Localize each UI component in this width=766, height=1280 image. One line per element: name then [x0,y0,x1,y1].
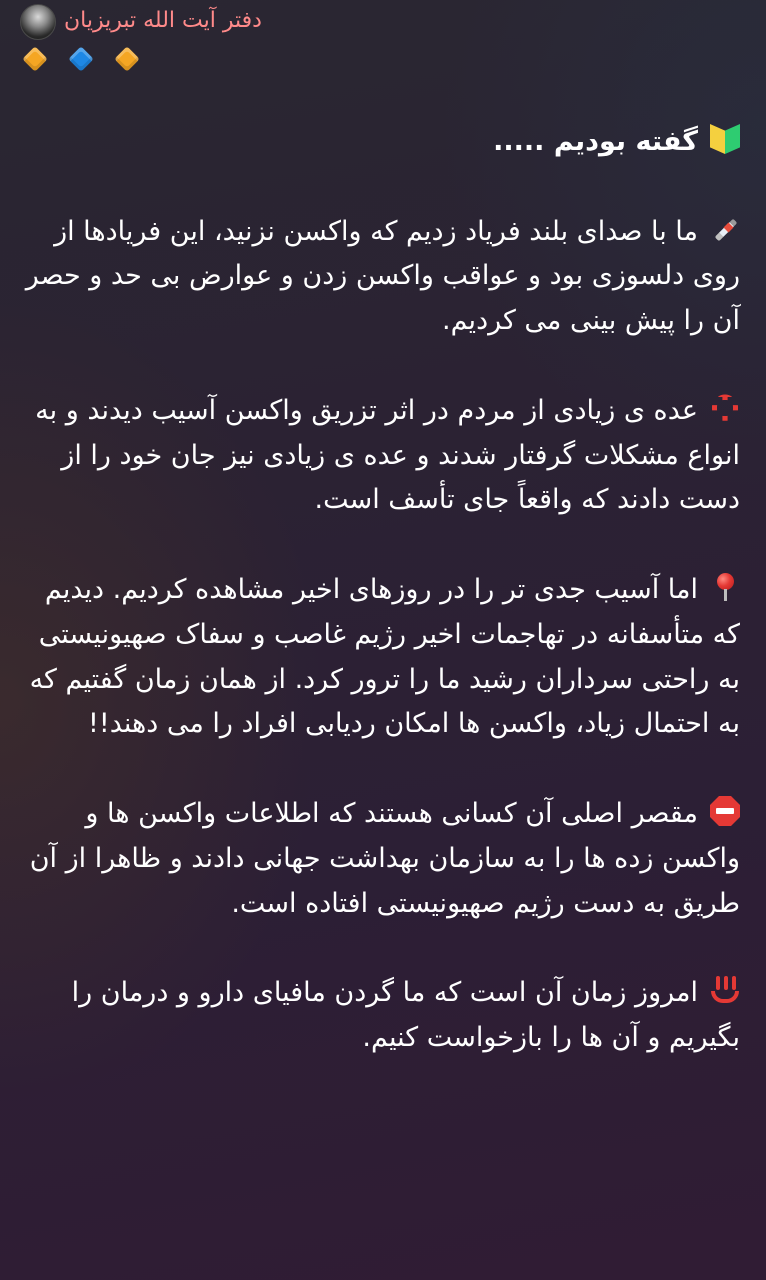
orange-diamond-icon [22,46,47,71]
post-paragraph [24,389,740,523]
paragraph-text: عده ی زیادی از مردم در اثر تزریق واکسن آسیب دیدند و به انواع مشکلات گرفتار شدند و عده ی زیادی نیز جان خود را از دست دادند که واقعاً جای تأسف است. [35,394,740,516]
pushpin-icon [710,572,740,602]
beginner-icon [710,124,740,154]
post-title-line [24,120,740,165]
anger-icon [710,393,740,423]
channel-name[interactable]: دفتر آیت الله تبریزیان [64,8,262,33]
post-body [24,120,740,1061]
hot-springs-icon [710,975,740,1005]
post-paragraph [24,971,740,1061]
blue-diamond-icon [68,46,93,71]
post-paragraph [24,568,740,747]
paragraph-text: مقصر اصلی آن کسانی هستند که اطلاعات واکسن ها و واکسن زده ها را به سازمان بهداشت جهانی دادند و ظاهرا از آن طریق به دست رژیم صهیونیستی افتاده است. [29,797,740,919]
paragraph-text: امروز زمان آن است که ما گردن مافیای دارو و درمان را بگیریم و آن ها را بازخواست کنیم. [71,977,740,1053]
post-title: گفته بودیم ..... [493,126,698,157]
post-paragraph [24,792,740,926]
stop-sign-icon [710,796,740,826]
paragraph-text: ما با صدای بلند فریاد زدیم که واکسن نزنید، این فریادها از روی دلسوزی بود و عواقب واکسن زدن و عوارض بی حد و حصر آن را پیش بینی می کردیم. [25,215,740,337]
orange-diamond-icon [114,46,139,71]
post-paragraph [24,210,740,344]
channel-avatar[interactable] [20,4,56,40]
syringe-icon [710,214,740,244]
decoration-row [26,50,136,68]
channel-header [0,0,766,86]
paragraph-text: اما آسیب جدی تر را در روزهای اخیر مشاهده کردیم. دیدیم که متأسفانه در تهاجمات اخیر رژیم غاصب و سفاک صهیونیستی به راحتی سرداران رشید ما را ترور کرد. از همان زمان گفتیم که به احتمال زیاد، واکسن ها امکان ردیابی افراد را می دهند!! [29,573,740,740]
